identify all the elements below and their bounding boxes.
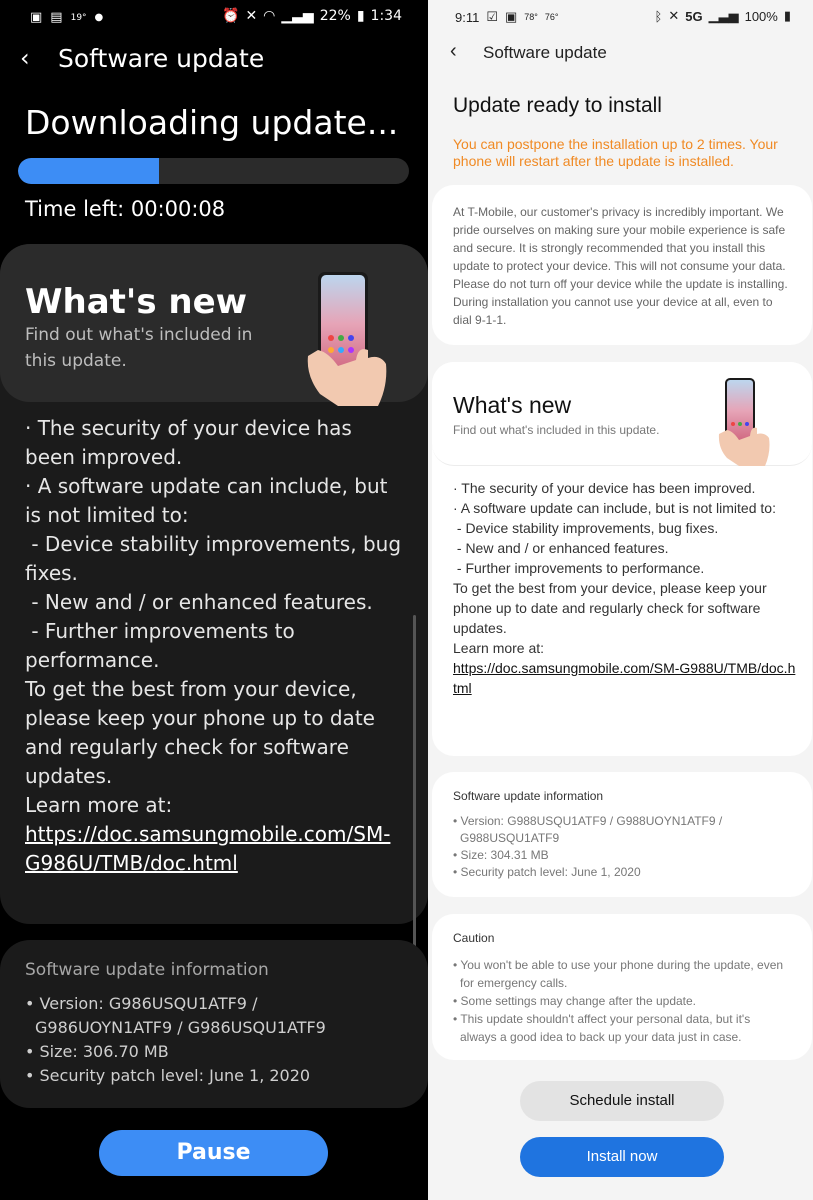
battery-icon: ▮	[356, 8, 365, 24]
mute-icon: ✕	[245, 8, 258, 24]
update-info-lines	[25, 992, 405, 1088]
update-info-title: Software update information	[453, 789, 604, 803]
caution-title: Caution	[453, 931, 495, 945]
note-line: To get the best from your device, please keep your phone up to date and regularly check for software updates.	[25, 677, 382, 788]
note-line: Learn more at:	[25, 793, 173, 817]
download-heading: Downloading update...	[25, 103, 399, 142]
note-line: · A software update can include, but is not limited to:	[25, 474, 394, 527]
alarm-icon: ⏰	[222, 8, 240, 24]
caution-line: • Some settings may change after the update.	[453, 994, 697, 1008]
page-title: Software update	[58, 44, 265, 73]
note-line: - New and / or enhanced features.	[453, 540, 669, 556]
privacy-card	[432, 185, 812, 345]
update-info-card	[432, 772, 812, 897]
temperature-text-2: 76°	[544, 12, 559, 22]
status-bar	[428, 0, 813, 32]
version-line: • Version: G988USQU1ATF9 / G988UOYN1ATF9 /	[453, 814, 723, 828]
bluetooth-icon: ᛒ	[654, 8, 663, 24]
battery-icon: ▮	[783, 8, 791, 23]
temperature-text: 19°	[70, 12, 87, 23]
signal-icon: ▁▃▅	[281, 8, 314, 24]
version-line: • Version: G986USQU1ATF9 /	[25, 994, 258, 1013]
battery-text: 100%	[744, 8, 778, 24]
update-info-card	[0, 940, 428, 1108]
size-line: • Size: 304.31 MB	[453, 848, 549, 862]
whats-new-title: What's new	[453, 392, 572, 418]
version-line-cont: G986UOYN1ATF9 / G986USQU1ATF9	[35, 1018, 326, 1037]
whats-new-title: What's new	[25, 282, 248, 322]
pause-button[interactable]: Pause	[99, 1130, 328, 1176]
time-left-text: Time left: 00:00:08	[25, 197, 226, 221]
message-icon: ▤	[50, 10, 63, 25]
ready-heading: Update ready to install	[453, 94, 662, 117]
release-notes	[25, 414, 408, 878]
notification-dot-icon: ●	[94, 12, 104, 23]
version-line-cont: G988USQU1ATF9	[460, 831, 560, 845]
update-info-title: Software update information	[25, 960, 269, 980]
caution-line: • You won't be able to use your phone during the update, even	[453, 958, 784, 972]
postpone-note: You can postpone the installation up to 2 times. Your phone will restart after the update is installed.	[453, 136, 778, 169]
caution-line-cont: always a good idea to back up your data just in case.	[460, 1030, 742, 1044]
note-line: · The security of your device has been improved.	[25, 416, 359, 469]
image-icon: ▣	[30, 10, 43, 25]
caution-line: • This update shouldn't affect your personal data, but it's	[453, 1012, 751, 1026]
whats-new-header	[432, 362, 812, 466]
caution-card	[432, 914, 812, 1060]
download-progress-bar	[18, 158, 409, 184]
back-arrow-icon[interactable]: ‹	[450, 40, 457, 62]
download-progress-fill	[18, 158, 159, 184]
status-bar	[0, 0, 428, 36]
network-text: 5G	[685, 8, 703, 24]
whats-new-card	[0, 244, 428, 924]
update-info-lines	[453, 813, 798, 881]
phone-illustration-icon	[298, 266, 394, 406]
caution-line-cont: for emergency calls.	[460, 976, 568, 990]
signal-icon: ▁▃▅	[708, 8, 739, 23]
whats-new-subtitle: Find out what's included in this update.	[25, 325, 253, 371]
note-line: Learn more at:	[453, 640, 545, 656]
whats-new-card	[432, 362, 812, 756]
patch-line: • Security patch level: June 1, 2020	[453, 865, 641, 879]
clock-text: 9:11	[455, 9, 480, 25]
release-notes	[453, 478, 798, 698]
back-arrow-icon[interactable]: ‹	[20, 44, 30, 72]
note-line: · The security of your device has been improved.	[453, 480, 756, 496]
learn-more-link[interactable]: https://doc.samsungmobile.com/SM-G988U/TMB/doc.html	[453, 660, 796, 696]
size-line: • Size: 306.70 MB	[25, 1042, 169, 1061]
learn-more-link[interactable]: https://doc.samsungmobile.com/SM-G986U/TMB/doc.html	[25, 822, 391, 875]
whats-new-subtitle: Find out what's included in this update.	[453, 423, 660, 437]
clock-text: 1:34	[370, 8, 402, 24]
note-line: - New and / or enhanced features.	[25, 590, 373, 614]
patch-line: • Security patch level: June 1, 2020	[25, 1066, 311, 1085]
page-title: Software update	[483, 43, 607, 62]
note-line: - Device stability improvements, bug fixes.	[453, 520, 719, 536]
phone-illustration-icon	[715, 376, 771, 466]
schedule-install-button[interactable]: Schedule install	[520, 1081, 724, 1121]
note-line: - Further improvements to performance.	[453, 560, 705, 576]
note-line: - Device stability improvements, bug fixes.	[25, 532, 408, 585]
mute-icon: ✕	[668, 8, 680, 23]
caution-lines	[453, 956, 798, 1046]
whats-new-header	[0, 244, 428, 402]
image-icon: ▣	[505, 9, 518, 24]
temperature-text: 78°	[524, 12, 538, 22]
checkbox-icon: ☑	[486, 9, 498, 24]
wifi-icon: ◠	[263, 8, 276, 24]
privacy-text: At T-Mobile, our customer's privacy is incredibly important. We pride ourselves on making sure your mobile experience is safe and secure. It is strongly recommended that you install this update to protect your device. This will not consume your data. Please do not turn off your device while the update is installing. During installation you cannot use your device at all, even to dial 9-1-1.	[453, 205, 788, 327]
note-line: · A software update can include, but is not limited to:	[453, 500, 776, 516]
light-phone-screen	[428, 0, 813, 1200]
note-line: To get the best from your device, please keep your phone up to date and regularly check for software updates.	[453, 580, 771, 636]
battery-text: 22%	[319, 8, 351, 24]
app-bar	[0, 40, 428, 80]
note-line: - Further improvements to performance.	[25, 619, 302, 672]
install-now-button[interactable]: Install now	[520, 1137, 724, 1177]
